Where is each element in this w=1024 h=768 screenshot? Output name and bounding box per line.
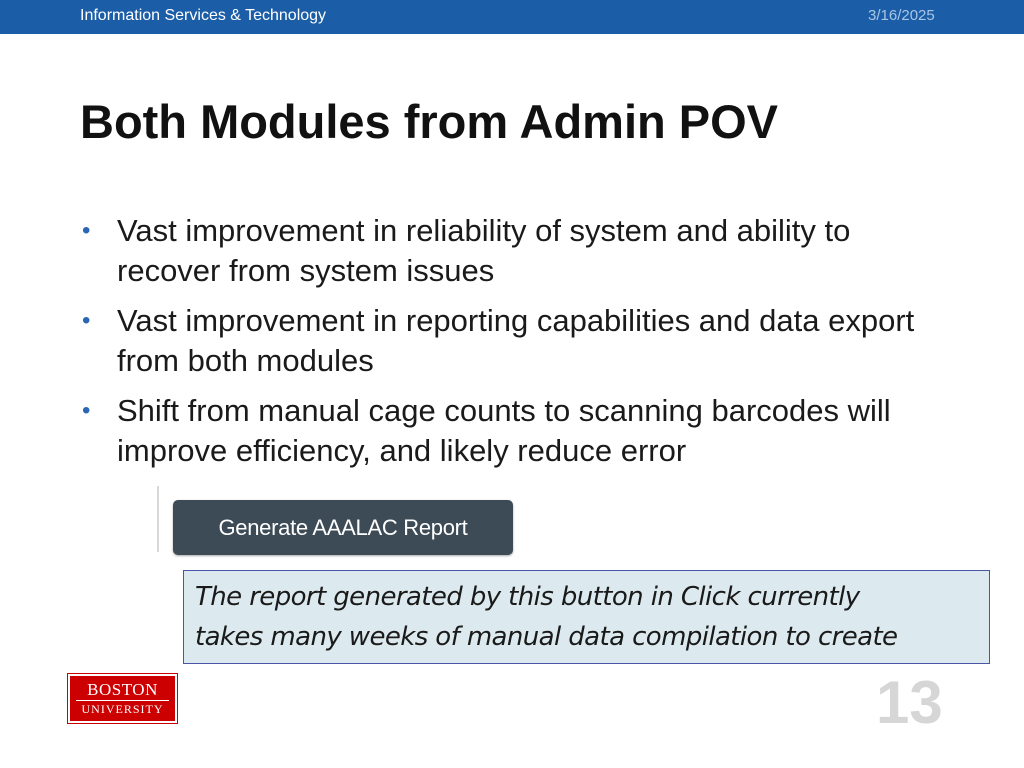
logo-line-university: UNIVERSITY bbox=[76, 700, 169, 716]
callout-line: takes many weeks of manual data compilation to create bbox=[195, 622, 898, 652]
bullet-item bbox=[82, 301, 962, 381]
bullet-list bbox=[82, 211, 962, 481]
bullet-item bbox=[82, 211, 962, 291]
bullet-text: Vast improvement in reporting capabilities and data export from both modules bbox=[117, 303, 915, 378]
slide-title: Both Modules from Admin POV bbox=[80, 95, 779, 148]
bullet-dot-icon: • bbox=[82, 397, 91, 424]
page-number: 13 bbox=[876, 669, 943, 736]
bullet-item bbox=[82, 391, 962, 471]
logo-line-boston: BOSTON bbox=[87, 680, 158, 699]
bullet-text: Vast improvement in reliability of system and ability to recover from system issues bbox=[117, 213, 851, 288]
bullet-dot-icon: • bbox=[82, 217, 91, 244]
generate-aaalac-report-button[interactable]: Generate AAALAC Report bbox=[173, 500, 513, 555]
header-date: 3/16/2025 bbox=[868, 7, 935, 24]
header-bar bbox=[0, 0, 1024, 34]
boston-university-logo bbox=[68, 674, 177, 723]
header-organization: Information Services & Technology bbox=[80, 7, 327, 24]
bullet-dot-icon: • bbox=[82, 307, 91, 334]
callout-line: The report generated by this button in Click currently bbox=[195, 582, 860, 612]
callout-box bbox=[183, 570, 990, 664]
bullet-text: Shift from manual cage counts to scanning barcodes will improve efficiency, and likely reduce error bbox=[117, 393, 891, 468]
screenshot-edge-divider bbox=[157, 486, 159, 552]
